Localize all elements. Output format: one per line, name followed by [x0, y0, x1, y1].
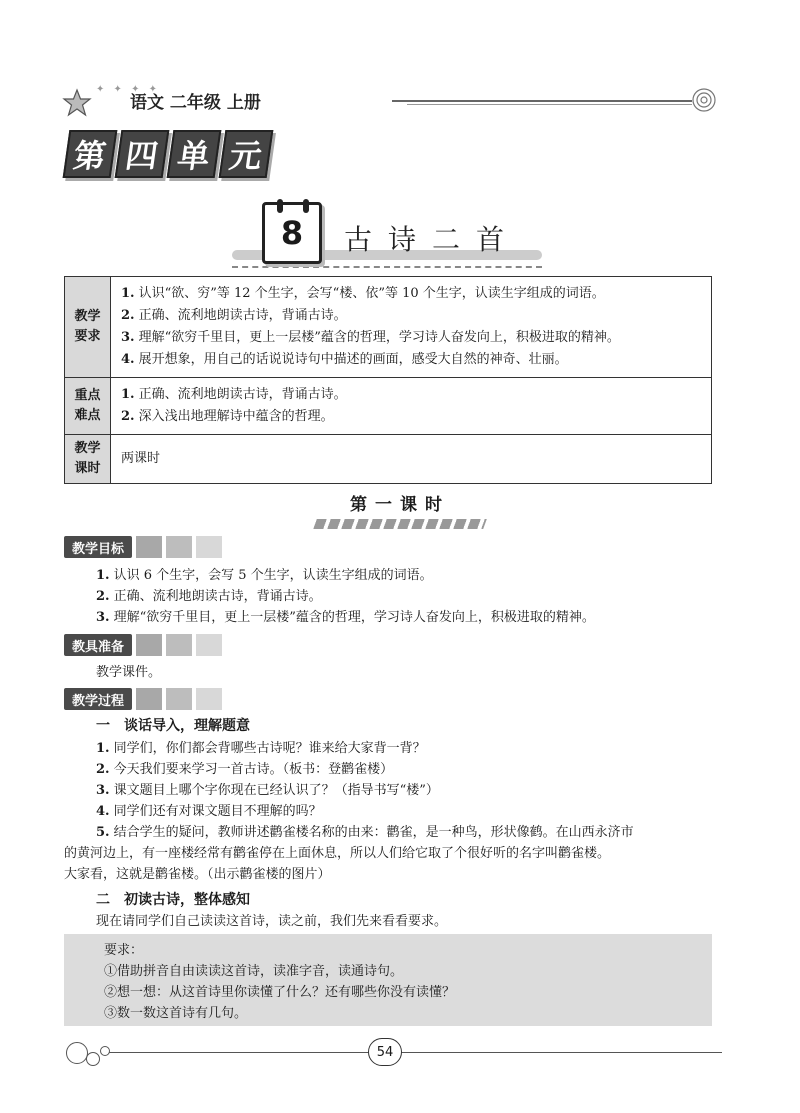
goals-heading: 教学目标 [64, 536, 222, 558]
list-item: 4. 展开想象，用自己的话说说诗句中描述的画面，感受大自然的神奇、壮丽。 [121, 352, 568, 367]
deco-block [136, 634, 162, 656]
requirements-box [64, 934, 712, 1026]
deco-block [196, 688, 222, 710]
deco-block [136, 536, 162, 558]
info-table [64, 276, 712, 484]
row-content [111, 378, 711, 434]
unit-char: 单 [167, 130, 222, 178]
decorative-dots: ✦ ✦ ✦ ✦ [96, 84, 161, 95]
calendar-icon [262, 202, 322, 264]
list-item: 2. 正确、流利地朗读古诗，背诵古诗。 [121, 308, 347, 323]
list-item: 1. 同学们，你们都会背哪些古诗呢？谁来给大家背一背？ [96, 741, 426, 756]
calendar-ring [277, 199, 283, 213]
unit-char: 四 [115, 130, 170, 178]
table-row [65, 277, 711, 377]
footer-rule [102, 1052, 722, 1053]
header-rule [392, 100, 692, 102]
calendar-ring [303, 199, 309, 213]
row-label: 教学课时 [65, 435, 111, 483]
list-item: 1. 认识“欲、穷”等 12 个生字，会写“楼、依”等 10 个生字，认读生字组成的词语。 [121, 286, 605, 301]
lesson-title: 古诗二首 [344, 223, 521, 256]
requirements-title: 要求： [104, 943, 144, 958]
list-item: 3. 理解“欲穷千里目，更上一层楼”蕴含的哲理，学习诗人奋发向上，积极进取的精神。 [96, 610, 595, 625]
table-row [65, 434, 711, 483]
list-item: ①借助拼音自由读读这首诗，读准字音，读通诗句。 [104, 964, 404, 979]
lesson-title-block [232, 202, 552, 272]
swirl-icon [690, 86, 718, 114]
row-label: 重点难点 [65, 378, 111, 434]
list-item: ③数一数这首诗有几句。 [104, 1006, 248, 1021]
list-item: 3. 理解“欲穷千里目，更上一层楼”蕴含的哲理，学习诗人奋发向上，积极进取的精神。 [121, 330, 620, 345]
row-label: 教学要求 [65, 277, 111, 377]
list-item: 3. 课文题目上哪个字你现在已经认识了？（指导书写“楼”） [96, 783, 439, 798]
unit-char: 元 [219, 130, 274, 178]
table-row [65, 377, 711, 434]
title-dash-rule [232, 266, 542, 268]
star-icon [62, 88, 92, 118]
circle-deco-icon [100, 1046, 110, 1056]
section-deco [313, 519, 487, 529]
part1-item5: 5. 结合学生的疑问，教师讲述鹳雀楼名称的由来：鹳雀，是一种鸟，形状像鹤。在山西永济市 的黄河边上，有一座楼经常有鹳雀停在上面休息，所以人们给它取了个很好听的名字叫鹳雀楼。 大家看，这就是鹳雀楼。（出示鹳雀楼的图片） [64, 825, 634, 882]
part2-intro: 现在请同学们自己读读这首诗，读之前，我们先来看看要求。 [96, 914, 448, 929]
circle-deco-icon [66, 1042, 88, 1064]
deco-block [166, 634, 192, 656]
list-item: 1. 正确、流利地朗读古诗，背诵古诗。 [121, 387, 347, 402]
list-item: 1. 认识 6 个生字，会写 5 个生字，认读生字组成的词语。 [96, 568, 433, 583]
list-item: 2. 深入浅出地理解诗中蕴含的哲理。 [121, 409, 334, 424]
prep-text: 教学课件。 [96, 665, 162, 680]
prep-heading: 教具准备 [64, 634, 222, 656]
unit-char: 第 [63, 130, 118, 178]
lesson-number: 8 [280, 214, 304, 252]
row-content [111, 435, 711, 483]
page-footer [62, 1032, 722, 1076]
part1-title: 一 谈话导入，理解题意 [96, 718, 250, 734]
row-content [111, 277, 711, 377]
book-title: 语文 二年级 上册 [130, 93, 261, 113]
circle-deco-icon [86, 1052, 100, 1066]
deco-block [196, 536, 222, 558]
process-heading: 教学过程 [64, 688, 222, 710]
unit-banner [66, 130, 270, 178]
list-item: 4. 同学们还有对课文题目不理解的吗？ [96, 804, 322, 819]
part2-title: 二 初读古诗，整体感知 [96, 892, 250, 908]
header-rule-thin [407, 104, 692, 105]
list-item: 2. 正确、流利地朗读古诗，背诵古诗。 [96, 589, 322, 604]
deco-block [136, 688, 162, 710]
list-item: 2. 今天我们要来学习一首古诗。（板书：登鹳雀楼） [96, 762, 394, 777]
page-number: 54 [368, 1038, 402, 1066]
list-item: ②想一想：从这首诗里你读懂了什么？还有哪些你没有读懂？ [104, 985, 456, 1000]
list-item: 两课时 [121, 451, 161, 466]
deco-block [166, 536, 192, 558]
deco-block [196, 634, 222, 656]
goals-list [96, 565, 716, 628]
part1-list [96, 738, 716, 822]
page-header [62, 82, 722, 122]
deco-block [166, 688, 192, 710]
section-title: 第一课时 [290, 490, 510, 526]
